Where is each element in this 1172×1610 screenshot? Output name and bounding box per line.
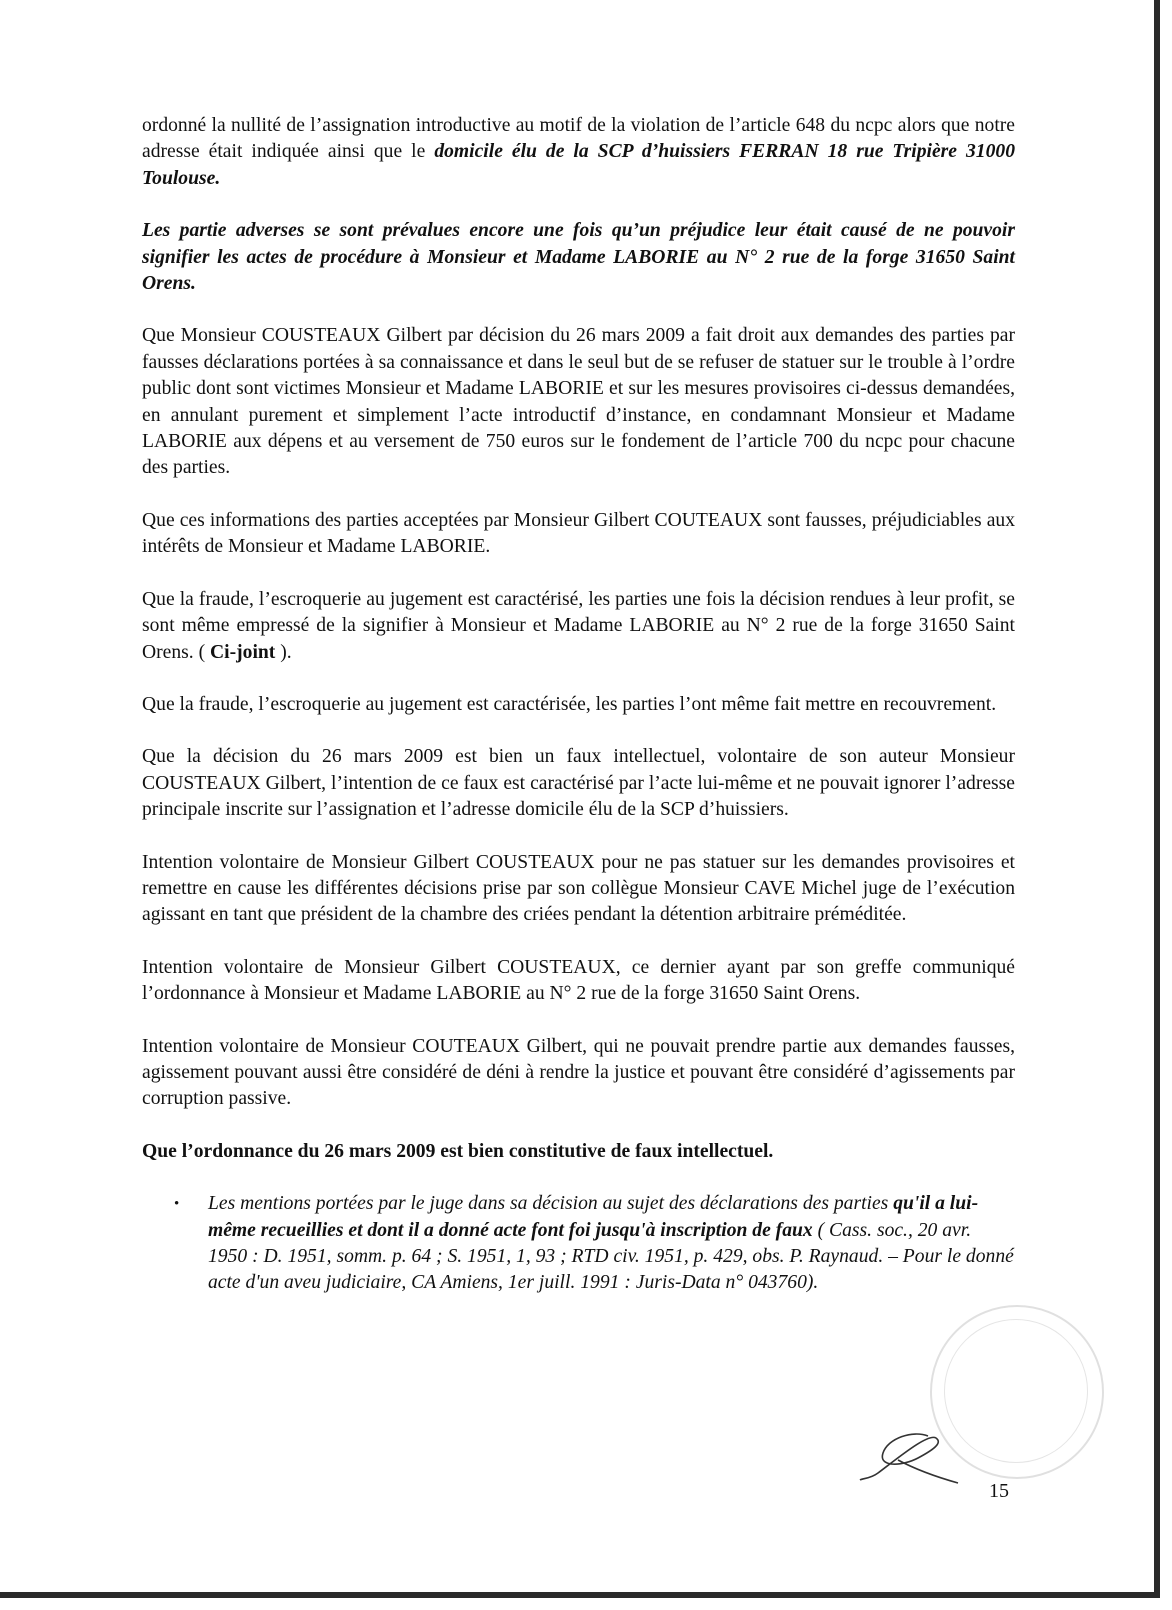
paragraph-5-bold: Ci-joint — [210, 641, 276, 663]
signature-icon — [858, 1428, 968, 1488]
paragraph-9: Intention volontaire de Monsieur Gilbert COUSTEAUX, ce dernier ayant par son greffe communiqué l’ordonnance à Monsieur et Madame LABORIE au N° 2 rue de la forge 31650 Saint Orens. — [142, 956, 1015, 1005]
paragraph-10: Intention volontaire de Monsieur COUTEAUX Gilbert, qui ne pouvait prendre partie aux demandes fausses, agissement pouvant aussi être considéré de déni à rendre la justice et pouvant être considéré d’agissements par corruption passive. — [142, 1035, 1015, 1110]
paragraph-1-text: ordonné la nullité de l’assignation introductive au motif de la violation de l’article 648 du ncpc alors que notre adresse était indiquée ainsi que le — [142, 115, 1015, 163]
paragraph-1-bold: domicile élu de la SCP d’huissiers FERRAN 18 rue Tripière 31000 Toulouse. — [142, 141, 1015, 189]
citation-text — [208, 1191, 1015, 1297]
citation-part-3: ( Cass. soc., 20 avr. 1950 : D. 1951, somm. p. 64 ; S. 1951, 1, 93 ; RTD civ. 1951, p. 429, obs. P. Raynaud. – Pour le donné acte d'un aveu judiciaire, CA Amiens, 1er juill. 1991 : Juris-Data n° 043760). — [208, 1219, 1014, 1294]
paragraph-4: Que ces informations des parties acceptées par Monsieur Gilbert COUTEAUX sont fausses, préjudiciables aux intérêts de Monsieur et Madame LABORIE. — [142, 509, 1015, 558]
paragraph-11-heading: Que l’ordonnance du 26 mars 2009 est bien constitutive de faux intellectuel. — [142, 1140, 774, 1162]
citation-bullet — [142, 1191, 1015, 1297]
page-number: 15 — [989, 1480, 1009, 1502]
paragraph-5-end: ). — [275, 641, 292, 663]
bullet-marker: • — [174, 1196, 180, 1213]
paragraph-5-text: Que la fraude, l’escroquerie au jugement est caractérisé, les parties une fois la décision rendues à leur profit, se sont même empressé de la signifier à Monsieur et Madame LABORIE au N° 2 rue de la forge 31650 Saint Orens. ( — [142, 588, 1015, 663]
citation-part-1: Les mentions portées par le juge dans sa décision au sujet des déclarations des parties — [208, 1193, 894, 1215]
paragraph-5 — [142, 587, 1015, 666]
paragraph-8: Intention volontaire de Monsieur Gilbert COUSTEAUX pour ne pas statuer sur les demandes provisoires et remettre en cause les différentes décisions prise par son collègue Monsieur CAVE Michel juge de l’exécution agissant en tant que président de la chambre des criées pendant la détention arbitraire préméditée. — [142, 851, 1015, 926]
paragraph-6: Que la fraude, l’escroquerie au jugement est caractérisée, les parties l’ont même fait mettre en recouvrement. — [142, 693, 997, 715]
citation-part-2: qu'il a lui-même recueillies et dont il a donné acte font foi jusqu'à inscription de faux — [208, 1193, 979, 1241]
document-body — [142, 113, 1015, 1297]
paragraph-3: Que Monsieur COUSTEAUX Gilbert par décision du 26 mars 2009 a fait droit aux demandes des parties par fausses déclarations portées à sa connaissance et dans le seul but de se refuser de statuer sur le trouble à l’ordre public dont sont victimes Monsieur et Madame LABORIE et sur les mesures provisoires ci-dessus demandées, en annulant purement et simplement l’acte introductif d’instance, en condamnant Monsieur et Madame LABORIE aux dépens et au versement de 750 euros sur le fondement de l’article 700 du ncpc pour chacune des parties. — [142, 325, 1015, 479]
paragraph-2: Les partie adverses se sont prévalues encore une fois qu’un préjudice leur était causé de ne pouvoir signifier les actes de procédure à Monsieur et Madame LABORIE au N° 2 rue de la forge 31650 Saint Orens. — [142, 220, 1015, 295]
paragraph-1 — [142, 113, 1015, 192]
paragraph-7: Que la décision du 26 mars 2009 est bien un faux intellectuel, volontaire de son auteur Monsieur COUSTEAUX Gilbert, l’intention de ce faux est caractérisé par l’acte lui-même et ne pouvait ignorer l’adresse principale inscrite sur l’assignation et l’adresse domicile élu de la SCP d’huissiers. — [142, 746, 1015, 821]
